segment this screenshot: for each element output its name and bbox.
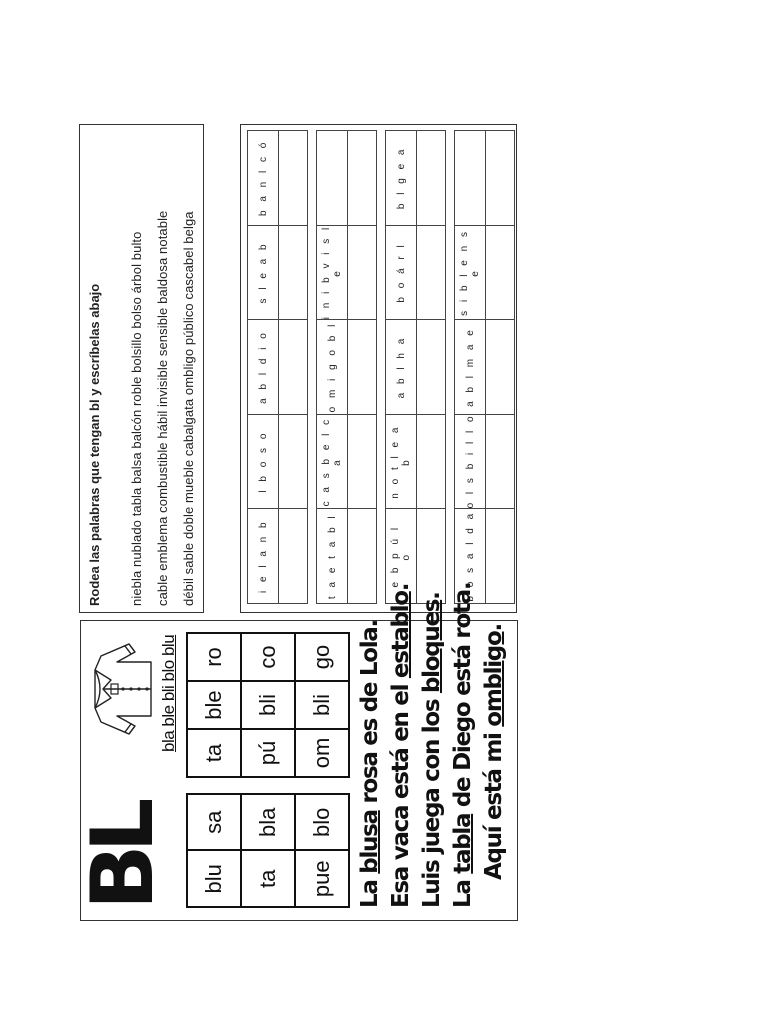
scrambled-cell: b a n l c ó	[248, 131, 279, 226]
answer-cell[interactable]	[486, 225, 515, 320]
scrambled-cell: a b l m a e	[455, 320, 486, 415]
answer-cell[interactable]	[486, 320, 515, 415]
syllable-cell: om	[295, 729, 349, 777]
answer-cell[interactable]	[417, 414, 446, 509]
scrambled-cell	[455, 131, 486, 226]
word-line-1: niebla nublado tabla balsa balcón roble bolsillo bolso árbol bulto	[129, 231, 144, 606]
bl-title: BL	[73, 805, 173, 910]
answer-cell[interactable]	[279, 320, 308, 415]
shirt-icon	[89, 640, 155, 738]
sentence-text: rosa es de Lola.	[357, 620, 383, 811]
bl-box	[73, 582, 518, 921]
syllable-cell: bli	[241, 681, 295, 729]
sentence-key-word: bloques	[419, 599, 445, 694]
scrambled-cell: s l e a b	[248, 225, 279, 320]
answer-cell[interactable]	[486, 414, 515, 509]
scrambled-extra-letter: e	[332, 268, 343, 277]
scrambled-cell	[317, 225, 348, 320]
scrambled-cell	[455, 225, 486, 320]
answer-cell[interactable]	[417, 131, 446, 226]
scrambled-cell: o l s b i l l o	[455, 414, 486, 509]
scrambled-extra-letter: e	[470, 268, 481, 277]
word-line-2: cable emblema combustible hábil invisible sensible baldosa notable	[155, 210, 170, 606]
sentence-text: .	[481, 624, 507, 632]
answer-cell[interactable]	[348, 414, 377, 509]
answer-cell[interactable]	[417, 225, 446, 320]
syllable-cell: ro	[187, 633, 241, 681]
sentence-key-word: tabla	[450, 813, 476, 874]
sentence-1	[357, 620, 383, 908]
answer-cell[interactable]	[279, 414, 308, 509]
sentence-key-word: ombligo	[481, 631, 507, 727]
sentence-2	[388, 584, 414, 908]
scrambled-tables-box	[240, 124, 517, 613]
syllable-cell: go	[295, 633, 349, 681]
scrambled-letters: s i b l e n s	[459, 229, 470, 316]
sentence-text: La	[450, 873, 476, 908]
sentence-text: .	[388, 583, 414, 592]
scrambled-extra-letter: o	[401, 551, 412, 561]
scrambled-table-3	[385, 130, 446, 604]
scrambled-table-4	[454, 130, 515, 604]
scrambled-cell: b l g e a	[386, 131, 417, 226]
answer-cell[interactable]	[348, 225, 377, 320]
sentence-text: Luis juega con los	[419, 693, 445, 908]
scrambled-cell: b o s a l d a	[455, 509, 486, 604]
sentence-text: Aquí está mi	[481, 726, 507, 880]
scrambled-letters: c a s b e l c	[321, 416, 332, 507]
answer-cell[interactable]	[348, 131, 377, 226]
sentence-4	[450, 583, 476, 908]
syllable-cell: sa	[187, 794, 241, 851]
answer-cell[interactable]	[348, 320, 377, 415]
sentence-text: Esa vaca está en el	[388, 678, 414, 908]
answer-cell[interactable]	[279, 131, 308, 226]
syllables-line: bla ble bli blo blu	[159, 634, 178, 752]
word-search-panel	[79, 124, 517, 613]
instructions-title: Rodea las palabras que tengan bl y escríbelas abajo	[87, 283, 102, 606]
syllable-cell: ta	[187, 729, 241, 777]
sentence-text: .	[419, 592, 445, 600]
syllable-cell: ta	[241, 851, 295, 908]
answer-cell[interactable]	[417, 509, 446, 604]
scrambled-table-1	[247, 130, 308, 604]
syllable-cell: blu	[187, 851, 241, 908]
scrambled-cell: t a e t a b l	[317, 509, 348, 604]
syllable-cell: co	[241, 633, 295, 681]
scrambled-cell: a b l h a	[386, 320, 417, 415]
syllable-cell: bli	[295, 681, 349, 729]
scrambled-cell: a b l d i o	[248, 320, 279, 415]
syllable-grid-right	[186, 632, 350, 778]
sentence-text: de Diego está rota.	[450, 582, 476, 814]
answer-cell[interactable]	[279, 509, 308, 604]
scrambled-cell: l b o s o	[248, 414, 279, 509]
answer-cell[interactable]	[348, 509, 377, 604]
syllable-grid-left	[186, 793, 350, 908]
answer-cell[interactable]	[279, 225, 308, 320]
sentence-key-word: establo	[388, 591, 414, 679]
scrambled-letters: i n i b v i s l	[321, 224, 332, 320]
bl-panel	[73, 582, 518, 921]
scrambled-cell: i e l a n b	[248, 509, 279, 604]
answer-cell[interactable]	[486, 509, 515, 604]
scrambled-cell	[317, 131, 348, 226]
syllable-cell: blo	[295, 794, 349, 851]
syllable-cell: pú	[241, 729, 295, 777]
scrambled-extra-letter: b	[401, 457, 412, 466]
scrambled-cell: b o á r l	[386, 225, 417, 320]
scrambled-table-2	[316, 130, 377, 604]
syllable-cell: ble	[187, 681, 241, 729]
sentence-5	[481, 624, 507, 880]
answer-cell[interactable]	[417, 320, 446, 415]
syllable-cell: bla	[241, 794, 295, 851]
scrambled-cell: o m i g o b l	[317, 320, 348, 415]
answer-cell[interactable]	[486, 131, 515, 226]
word-line-3: débil sable doble mueble cabalgata ombligo público cascabel belga	[181, 211, 196, 606]
scrambled-letters: n o t l e a	[390, 424, 401, 499]
sentence-key-word: blusa	[357, 810, 383, 874]
sentence-3	[419, 592, 445, 908]
instructions-box	[79, 124, 204, 613]
scrambled-cell	[317, 414, 348, 509]
sentence-text: La	[357, 873, 383, 908]
scrambled-cell	[386, 414, 417, 509]
scrambled-extra-letter: a	[332, 457, 343, 466]
scrambled-letters: e b p ú l	[390, 524, 401, 588]
syllable-cell: pue	[295, 851, 349, 908]
